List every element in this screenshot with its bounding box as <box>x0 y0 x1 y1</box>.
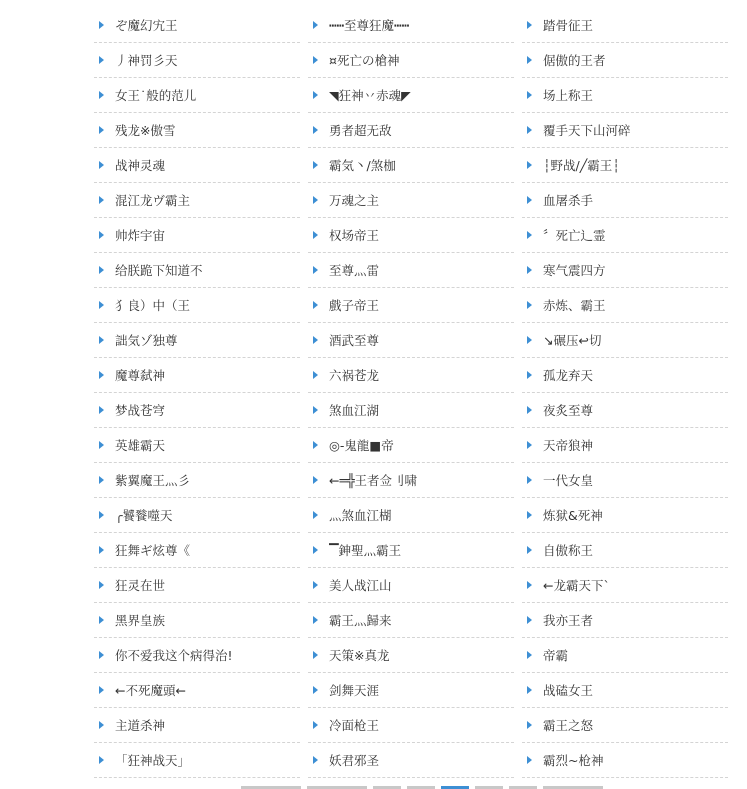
bullet-arrow-icon <box>527 161 532 169</box>
name-label[interactable]: 灬煞血江楜 <box>329 508 392 523</box>
name-label[interactable]: ←═╬王者佥刂啸 <box>329 473 418 488</box>
name-item[interactable] <box>522 393 728 428</box>
name-label[interactable]: 煞血江湖 <box>329 403 380 418</box>
name-label[interactable]: 场上称王 <box>543 88 594 103</box>
bullet-arrow-icon <box>99 546 104 554</box>
name-label[interactable]: 天策※真龙 <box>329 648 390 663</box>
name-item[interactable] <box>308 638 514 673</box>
name-item[interactable] <box>308 253 514 288</box>
name-label[interactable]: 犭良）中（王 <box>115 298 191 313</box>
bullet-arrow-icon <box>99 651 104 659</box>
bullet-arrow-icon <box>99 756 104 764</box>
name-label[interactable]: 帝霸 <box>543 648 569 663</box>
bullet-arrow-icon <box>99 441 104 449</box>
name-label[interactable]: 狂舞ギ炫尊《 <box>115 543 191 558</box>
name-item[interactable] <box>308 743 514 778</box>
name-label[interactable]: 梦战苍穹 <box>115 403 166 418</box>
bullet-arrow-icon <box>313 301 318 309</box>
name-label[interactable]: 魔尊弑神 <box>115 368 166 383</box>
bullet-arrow-icon <box>527 371 532 379</box>
name-label[interactable]: ↘碾压↩切 <box>543 333 602 348</box>
name-label[interactable]: 覆手天下山河碎 <box>543 123 631 138</box>
name-item[interactable] <box>94 183 300 218</box>
bullet-arrow-icon <box>527 511 532 519</box>
bullet-arrow-icon <box>313 616 318 624</box>
name-item[interactable] <box>522 603 728 638</box>
name-item[interactable] <box>308 708 514 743</box>
name-item[interactable] <box>94 148 300 183</box>
bullet-arrow-icon <box>313 406 318 414</box>
name-item[interactable] <box>522 568 728 603</box>
name-item[interactable] <box>308 533 514 568</box>
name-label[interactable]: 六祸苍龙 <box>329 368 380 383</box>
name-item[interactable] <box>522 358 728 393</box>
name-item[interactable] <box>522 638 728 673</box>
bullet-arrow-icon <box>313 336 318 344</box>
bullet-arrow-icon <box>527 91 532 99</box>
bullet-arrow-icon <box>527 301 532 309</box>
name-label[interactable]: 勇者超无敌 <box>329 123 392 138</box>
bullet-arrow-icon <box>313 231 318 239</box>
name-label[interactable]: 霸気丶/煞枷 <box>329 158 396 173</box>
bullet-arrow-icon <box>527 266 532 274</box>
bullet-arrow-icon <box>527 21 532 29</box>
bullet-arrow-icon <box>313 476 318 484</box>
name-item[interactable] <box>308 78 514 113</box>
name-label[interactable]: 混江龙ヴ霸主 <box>115 193 191 208</box>
bullet-arrow-icon <box>99 301 104 309</box>
name-label[interactable]: 战神灵魂 <box>115 158 166 173</box>
bullet-arrow-icon <box>99 336 104 344</box>
bullet-arrow-icon <box>99 231 104 239</box>
name-label[interactable]: 詘気ゾ独尊 <box>115 333 178 348</box>
bullet-arrow-icon <box>99 126 104 134</box>
name-label[interactable]: 我亦王者 <box>543 613 594 628</box>
name-label[interactable]: 妖君邪圣 <box>329 753 380 768</box>
name-item[interactable] <box>94 393 300 428</box>
name-label[interactable]: 霸王之怒 <box>543 718 594 733</box>
name-label[interactable]: 美人战江山 <box>329 578 392 593</box>
bullet-arrow-icon <box>313 21 318 29</box>
name-item[interactable] <box>308 358 514 393</box>
bullet-arrow-icon <box>99 686 104 694</box>
name-item[interactable] <box>308 393 514 428</box>
bullet-arrow-icon <box>527 721 532 729</box>
name-item[interactable] <box>94 43 300 78</box>
bullet-arrow-icon <box>99 56 104 64</box>
bullet-arrow-icon <box>313 266 318 274</box>
name-item[interactable] <box>522 743 728 778</box>
name-item[interactable] <box>94 603 300 638</box>
name-label[interactable]: 踏骨征王 <box>543 18 594 33</box>
bullet-arrow-icon <box>99 21 104 29</box>
name-item[interactable] <box>522 498 728 533</box>
name-label[interactable]: ¤死亡の槍神 <box>329 53 400 68</box>
name-label[interactable]: 残龙※傲雪 <box>115 123 176 138</box>
bullet-arrow-icon <box>313 721 318 729</box>
name-label[interactable]: 「狂神战天」 <box>115 753 191 768</box>
name-item[interactable] <box>522 288 728 323</box>
name-label[interactable]: 戲子帝王 <box>329 298 380 313</box>
bullet-arrow-icon <box>99 581 104 589</box>
name-item[interactable] <box>94 323 300 358</box>
name-label[interactable]: 主道杀神 <box>115 718 166 733</box>
name-item[interactable] <box>94 743 300 778</box>
name-item[interactable] <box>522 8 728 43</box>
name-label[interactable]: 〞死亡辶霊 <box>543 228 606 243</box>
name-item[interactable] <box>522 78 728 113</box>
bullet-arrow-icon <box>313 756 318 764</box>
name-label[interactable]: ┅┅至尊狂魔┅┅ <box>329 18 410 33</box>
name-label[interactable]: 血屠杀手 <box>543 193 594 208</box>
bullet-arrow-icon <box>99 371 104 379</box>
name-item[interactable] <box>94 533 300 568</box>
bullet-arrow-icon <box>313 511 318 519</box>
bullet-arrow-icon <box>99 196 104 204</box>
name-label[interactable]: 赤炼、霸王 <box>543 298 606 313</box>
bullet-arrow-icon <box>99 511 104 519</box>
name-item[interactable] <box>94 568 300 603</box>
name-label[interactable]: 给朕跪下知道不 <box>115 263 203 278</box>
name-item[interactable] <box>308 218 514 253</box>
bullet-arrow-icon <box>313 91 318 99</box>
bullet-arrow-icon <box>527 476 532 484</box>
name-item[interactable] <box>522 43 728 78</box>
name-item[interactable] <box>522 183 728 218</box>
name-item[interactable] <box>522 428 728 463</box>
name-item[interactable] <box>94 428 300 463</box>
name-label[interactable]: 夜炙至尊 <box>543 403 594 418</box>
name-label[interactable]: 权场帝王 <box>329 228 380 243</box>
name-item[interactable] <box>522 708 728 743</box>
name-label[interactable]: ぞ魔幻宄王 <box>115 18 178 33</box>
bullet-arrow-icon <box>99 406 104 414</box>
name-label[interactable]: 一代女皇 <box>543 473 594 488</box>
name-item[interactable] <box>94 288 300 323</box>
name-item[interactable] <box>308 673 514 708</box>
name-label[interactable]: ←不死魔頭← <box>115 683 186 698</box>
name-label[interactable]: ◎-鬼龍■帝 <box>329 438 394 453</box>
bullet-arrow-icon <box>313 441 318 449</box>
name-item[interactable] <box>308 288 514 323</box>
bullet-arrow-icon <box>313 371 318 379</box>
bullet-arrow-icon <box>313 581 318 589</box>
name-item[interactable] <box>308 183 514 218</box>
name-item[interactable] <box>94 358 300 393</box>
name-item[interactable] <box>308 498 514 533</box>
name-item[interactable] <box>94 708 300 743</box>
bullet-arrow-icon <box>527 756 532 764</box>
name-label[interactable]: 紫翼魔王灬彡 <box>115 473 191 488</box>
name-label[interactable]: 酒武至尊 <box>329 333 380 348</box>
bullet-arrow-icon <box>313 56 318 64</box>
name-item[interactable] <box>308 113 514 148</box>
name-label[interactable]: 丿神罚彡天 <box>115 53 178 68</box>
bullet-arrow-icon <box>527 406 532 414</box>
name-label[interactable]: 万魂之主 <box>329 193 380 208</box>
bullet-arrow-icon <box>527 651 532 659</box>
name-list <box>94 8 736 778</box>
name-label[interactable]: 倨傲的王者 <box>543 53 606 68</box>
name-label[interactable]: ◥狂神丷赤魂◤ <box>329 88 411 103</box>
name-label[interactable]: 炼狱&死神 <box>543 508 603 523</box>
name-label[interactable]: 霸烈~枪神 <box>543 753 604 768</box>
name-item[interactable] <box>522 463 728 498</box>
bullet-arrow-icon <box>99 161 104 169</box>
name-item[interactable] <box>522 323 728 358</box>
name-label[interactable]: 天帝狼神 <box>543 438 594 453</box>
name-item[interactable] <box>308 568 514 603</box>
name-label[interactable]: 孤龙弃天 <box>543 368 594 383</box>
bullet-arrow-icon <box>527 231 532 239</box>
name-label[interactable]: 冷面枪王 <box>329 718 380 733</box>
name-label[interactable]: 战磕女王 <box>543 683 594 698</box>
bullet-arrow-icon <box>313 686 318 694</box>
name-label[interactable]: 剑舞天涯 <box>329 683 380 698</box>
name-item[interactable] <box>94 673 300 708</box>
name-item[interactable] <box>308 428 514 463</box>
name-label[interactable]: ▔鉮聖灬霸王 <box>329 543 402 558</box>
name-label[interactable]: 自傲称王 <box>543 543 594 558</box>
name-item[interactable] <box>308 8 514 43</box>
name-label[interactable]: 至尊灬雷 <box>329 263 380 278</box>
name-item[interactable] <box>308 43 514 78</box>
bullet-arrow-icon <box>313 161 318 169</box>
bullet-arrow-icon <box>527 616 532 624</box>
bullet-arrow-icon <box>527 196 532 204</box>
name-label[interactable]: 女王˙般的范儿 <box>115 88 197 103</box>
name-item[interactable] <box>308 603 514 638</box>
name-item[interactable] <box>308 463 514 498</box>
bullet-arrow-icon <box>99 266 104 274</box>
bullet-arrow-icon <box>313 126 318 134</box>
name-item[interactable] <box>522 113 728 148</box>
bullet-arrow-icon <box>527 581 532 589</box>
name-label[interactable]: 霸王灬歸来 <box>329 613 392 628</box>
name-label[interactable]: 英雄霸天 <box>115 438 166 453</box>
bullet-arrow-icon <box>313 546 318 554</box>
name-item[interactable] <box>522 533 728 568</box>
name-item[interactable] <box>94 8 300 43</box>
bullet-arrow-icon <box>527 686 532 694</box>
name-label[interactable]: 帅炸宇宙 <box>115 228 166 243</box>
bullet-arrow-icon <box>99 616 104 624</box>
bullet-arrow-icon <box>527 336 532 344</box>
name-item[interactable] <box>94 113 300 148</box>
name-item[interactable] <box>522 673 728 708</box>
name-label[interactable]: 黑界皇族 <box>115 613 166 628</box>
name-item[interactable] <box>522 148 728 183</box>
name-item[interactable] <box>94 218 300 253</box>
bullet-arrow-icon <box>527 56 532 64</box>
name-item[interactable] <box>308 148 514 183</box>
bullet-arrow-icon <box>99 91 104 99</box>
name-item[interactable] <box>94 638 300 673</box>
name-item[interactable] <box>522 218 728 253</box>
name-label[interactable]: ╭饕餮噬天 <box>115 508 173 523</box>
name-label[interactable]: 你不爱我这个病得治! <box>115 648 233 663</box>
name-label[interactable]: 狂灵在世 <box>115 578 166 593</box>
bullet-arrow-icon <box>527 126 532 134</box>
name-item[interactable] <box>94 498 300 533</box>
name-label[interactable]: 寒气震四方 <box>543 263 606 278</box>
name-item[interactable] <box>308 323 514 358</box>
bullet-arrow-icon <box>313 196 318 204</box>
name-item[interactable] <box>94 253 300 288</box>
bullet-arrow-icon <box>99 721 104 729</box>
name-item[interactable] <box>94 463 300 498</box>
bullet-arrow-icon <box>99 476 104 484</box>
name-label[interactable]: ┆野战/╱霸王┆ <box>543 158 620 173</box>
name-label[interactable]: ←龙霸天下ˋ <box>543 578 610 593</box>
name-item[interactable] <box>94 78 300 113</box>
bullet-arrow-icon <box>527 546 532 554</box>
bullet-arrow-icon <box>527 441 532 449</box>
bullet-arrow-icon <box>313 651 318 659</box>
name-item[interactable] <box>522 253 728 288</box>
